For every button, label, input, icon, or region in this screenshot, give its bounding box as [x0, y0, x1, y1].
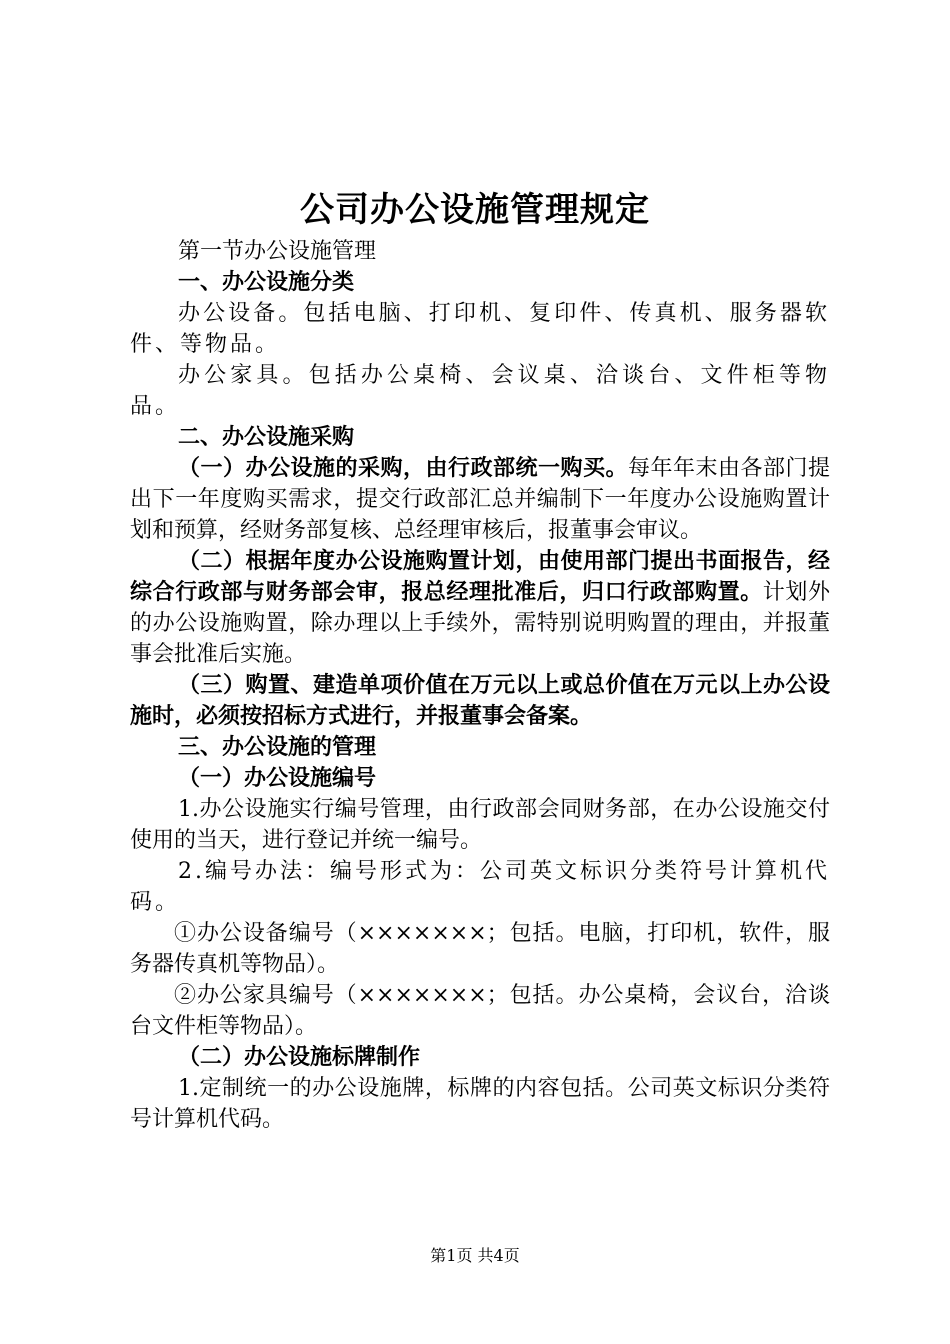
document-body: [130, 236, 830, 1135]
paragraph-procurement-2: [130, 546, 830, 670]
heading-management: 三、办公设施的管理: [178, 735, 377, 760]
procurement-2-lead: （二）根据年度办公设施购置计划，由使用部门提出书面报告，经综合行政部与财务部会审，报总经理批准后，归口行政部购置。: [130, 549, 830, 605]
item-equipment-code: ①办公设备编号（×××××××；包括。电脑，打印机，软件，服务器传真机等物品）。: [130, 921, 830, 977]
paragraph-procurement-3: （三）购置、建造单项价值在万元以上或总价值在万元以上办公设施时，必须按招标方式进行，并报董事会备案。: [130, 673, 830, 729]
procurement-1-body: 每年年末由各部门提出下一年度购买需求，提交行政部汇总并编制下一年度办公设施购置计划和预算，经财务部复核、总经理审核后，报董事会审议。: [130, 456, 830, 543]
item-label-1: 1.定制统一的办公设施牌，标牌的内容包括。公司英文标识分类符号计算机代码。: [130, 1076, 830, 1132]
paragraph-furniture: 办公家具。包括办公桌椅、会议桌、洽谈台、文件柜等物品。: [130, 363, 830, 419]
procurement-2-body: 计划外的办公设施购置，除办理以上手续外，需特别说明购置的理由，并报董事会批准后实施。: [130, 580, 830, 667]
section-heading: 第一节办公设施管理: [178, 239, 377, 264]
subheading-numbering: （一）办公设施编号: [178, 766, 377, 791]
procurement-1-lead: （一）办公设施的采购，由行政部统一购买。: [178, 456, 628, 481]
heading-procurement: 二、办公设施采购: [178, 425, 355, 450]
document-title: 公司办公设施管理规定: [300, 190, 650, 230]
heading-classification: 一、办公设施分类: [178, 270, 355, 295]
page-footer: 第1页 共4页: [430, 1246, 520, 1265]
item-furniture-code: ②办公家具编号（×××××××；包括。办公桌椅，会议台，洽谈台文件柜等物品）。: [130, 983, 830, 1039]
paragraph-equipment: 办公设备。包括电脑、打印机、复印件、传真机、服务器软件、等物品。: [130, 301, 830, 357]
item-numbering-1: 1.办公设施实行编号管理，由行政部会同财务部，在办公设施交付使用的当天，进行登记并统一编号。: [130, 797, 830, 853]
paragraph-procurement-1: [130, 453, 830, 546]
item-numbering-2: 2.编号办法：编号形式为：公司英文标识分类符号计算机代码。: [130, 859, 830, 915]
subheading-label-making: （二）办公设施标牌制作: [178, 1045, 421, 1070]
